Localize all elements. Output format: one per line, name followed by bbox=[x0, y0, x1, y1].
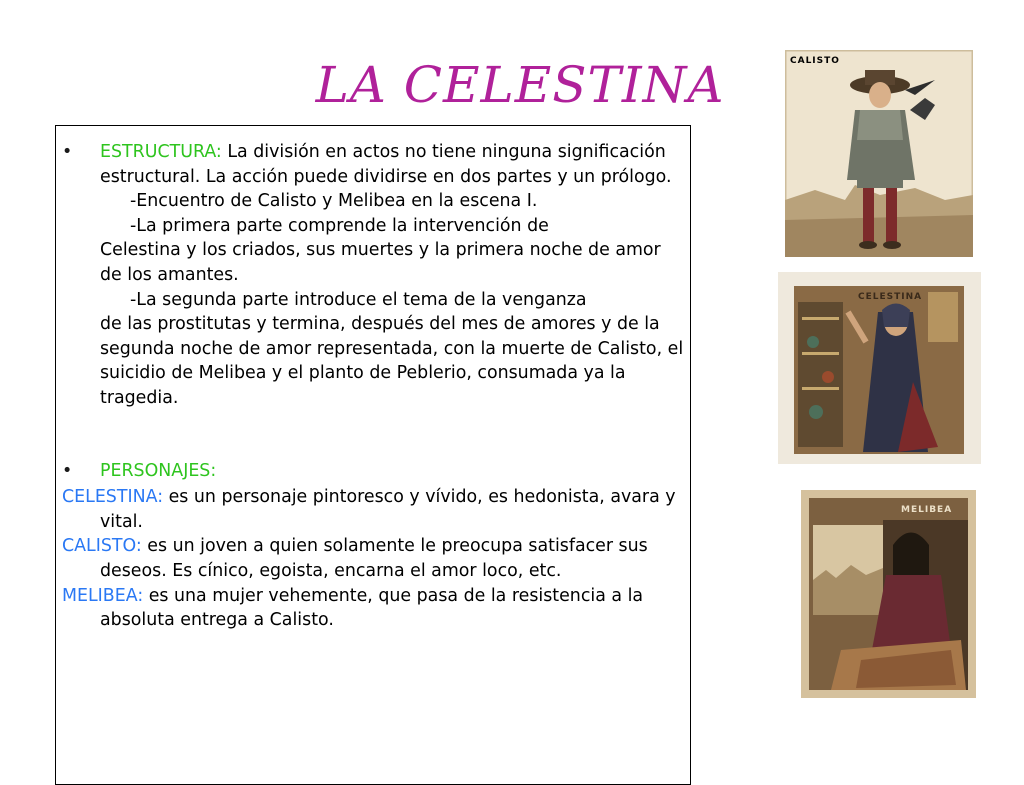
personaje-text: es una mujer vehemente, que pasa de la resistencia a la absoluta entrega a Calisto. bbox=[100, 585, 644, 631]
calisto-illustration bbox=[785, 50, 973, 257]
personaje-name: MELIBEA: bbox=[62, 585, 144, 606]
personaje-text: es un personaje pintoresco y vívido, es hedonista, avara y vital. bbox=[100, 487, 676, 532]
personaje-calisto bbox=[62, 534, 684, 583]
personajes-label: PERSONAJES: bbox=[100, 460, 217, 481]
bullet-estructura bbox=[62, 140, 684, 189]
bullet-personajes bbox=[62, 459, 684, 484]
estructura-item-2: -La primera parte comprende la intervención de bbox=[130, 215, 549, 236]
melibea-caption: MELIBEA bbox=[901, 505, 953, 515]
personaje-name: CALISTO: bbox=[62, 536, 142, 557]
celestina-illustration bbox=[778, 272, 981, 464]
estructura-item-1: -Encuentro de Calisto y Melibea en la escena I. bbox=[130, 191, 538, 212]
estructura-item-3: -La segunda parte introduce el tema de la venganza bbox=[130, 289, 587, 310]
estructura-label: ESTRUCTURA: bbox=[100, 142, 222, 162]
personaje-celestina bbox=[62, 485, 684, 534]
bullet-dot: • bbox=[62, 460, 73, 481]
content-area bbox=[62, 140, 684, 633]
page-title: LA CELESTINA bbox=[315, 56, 725, 114]
bullet-dot: • bbox=[62, 142, 73, 162]
personaje-name: CELESTINA: bbox=[62, 487, 164, 508]
estructura-item-2-cont: Celestina y los criados, sus muertes y la primera noche de amor de los amantes. bbox=[100, 240, 661, 285]
calisto-caption: CALISTO bbox=[790, 56, 840, 66]
estructura-text: La división en actos no tiene ninguna significación estructural. La acción puede dividirse en dos partes y un prólogo. bbox=[100, 142, 672, 187]
personaje-melibea bbox=[62, 584, 684, 633]
celestina-caption: CELESTINA bbox=[858, 292, 923, 302]
melibea-illustration bbox=[801, 490, 976, 698]
estructura-item-3-cont: de las prostitutas y termina, después del mes de amores y de la segunda noche de amor representada, con la muerte de Calisto, el suicidio de Melibea y el planto de Peblerio, consumada ya la tragedia. bbox=[100, 314, 684, 408]
personaje-text: es un joven a quien solamente le preocupa satisfacer sus deseos. Es cínico, egoista, encarna el amor loco, etc. bbox=[100, 536, 648, 581]
